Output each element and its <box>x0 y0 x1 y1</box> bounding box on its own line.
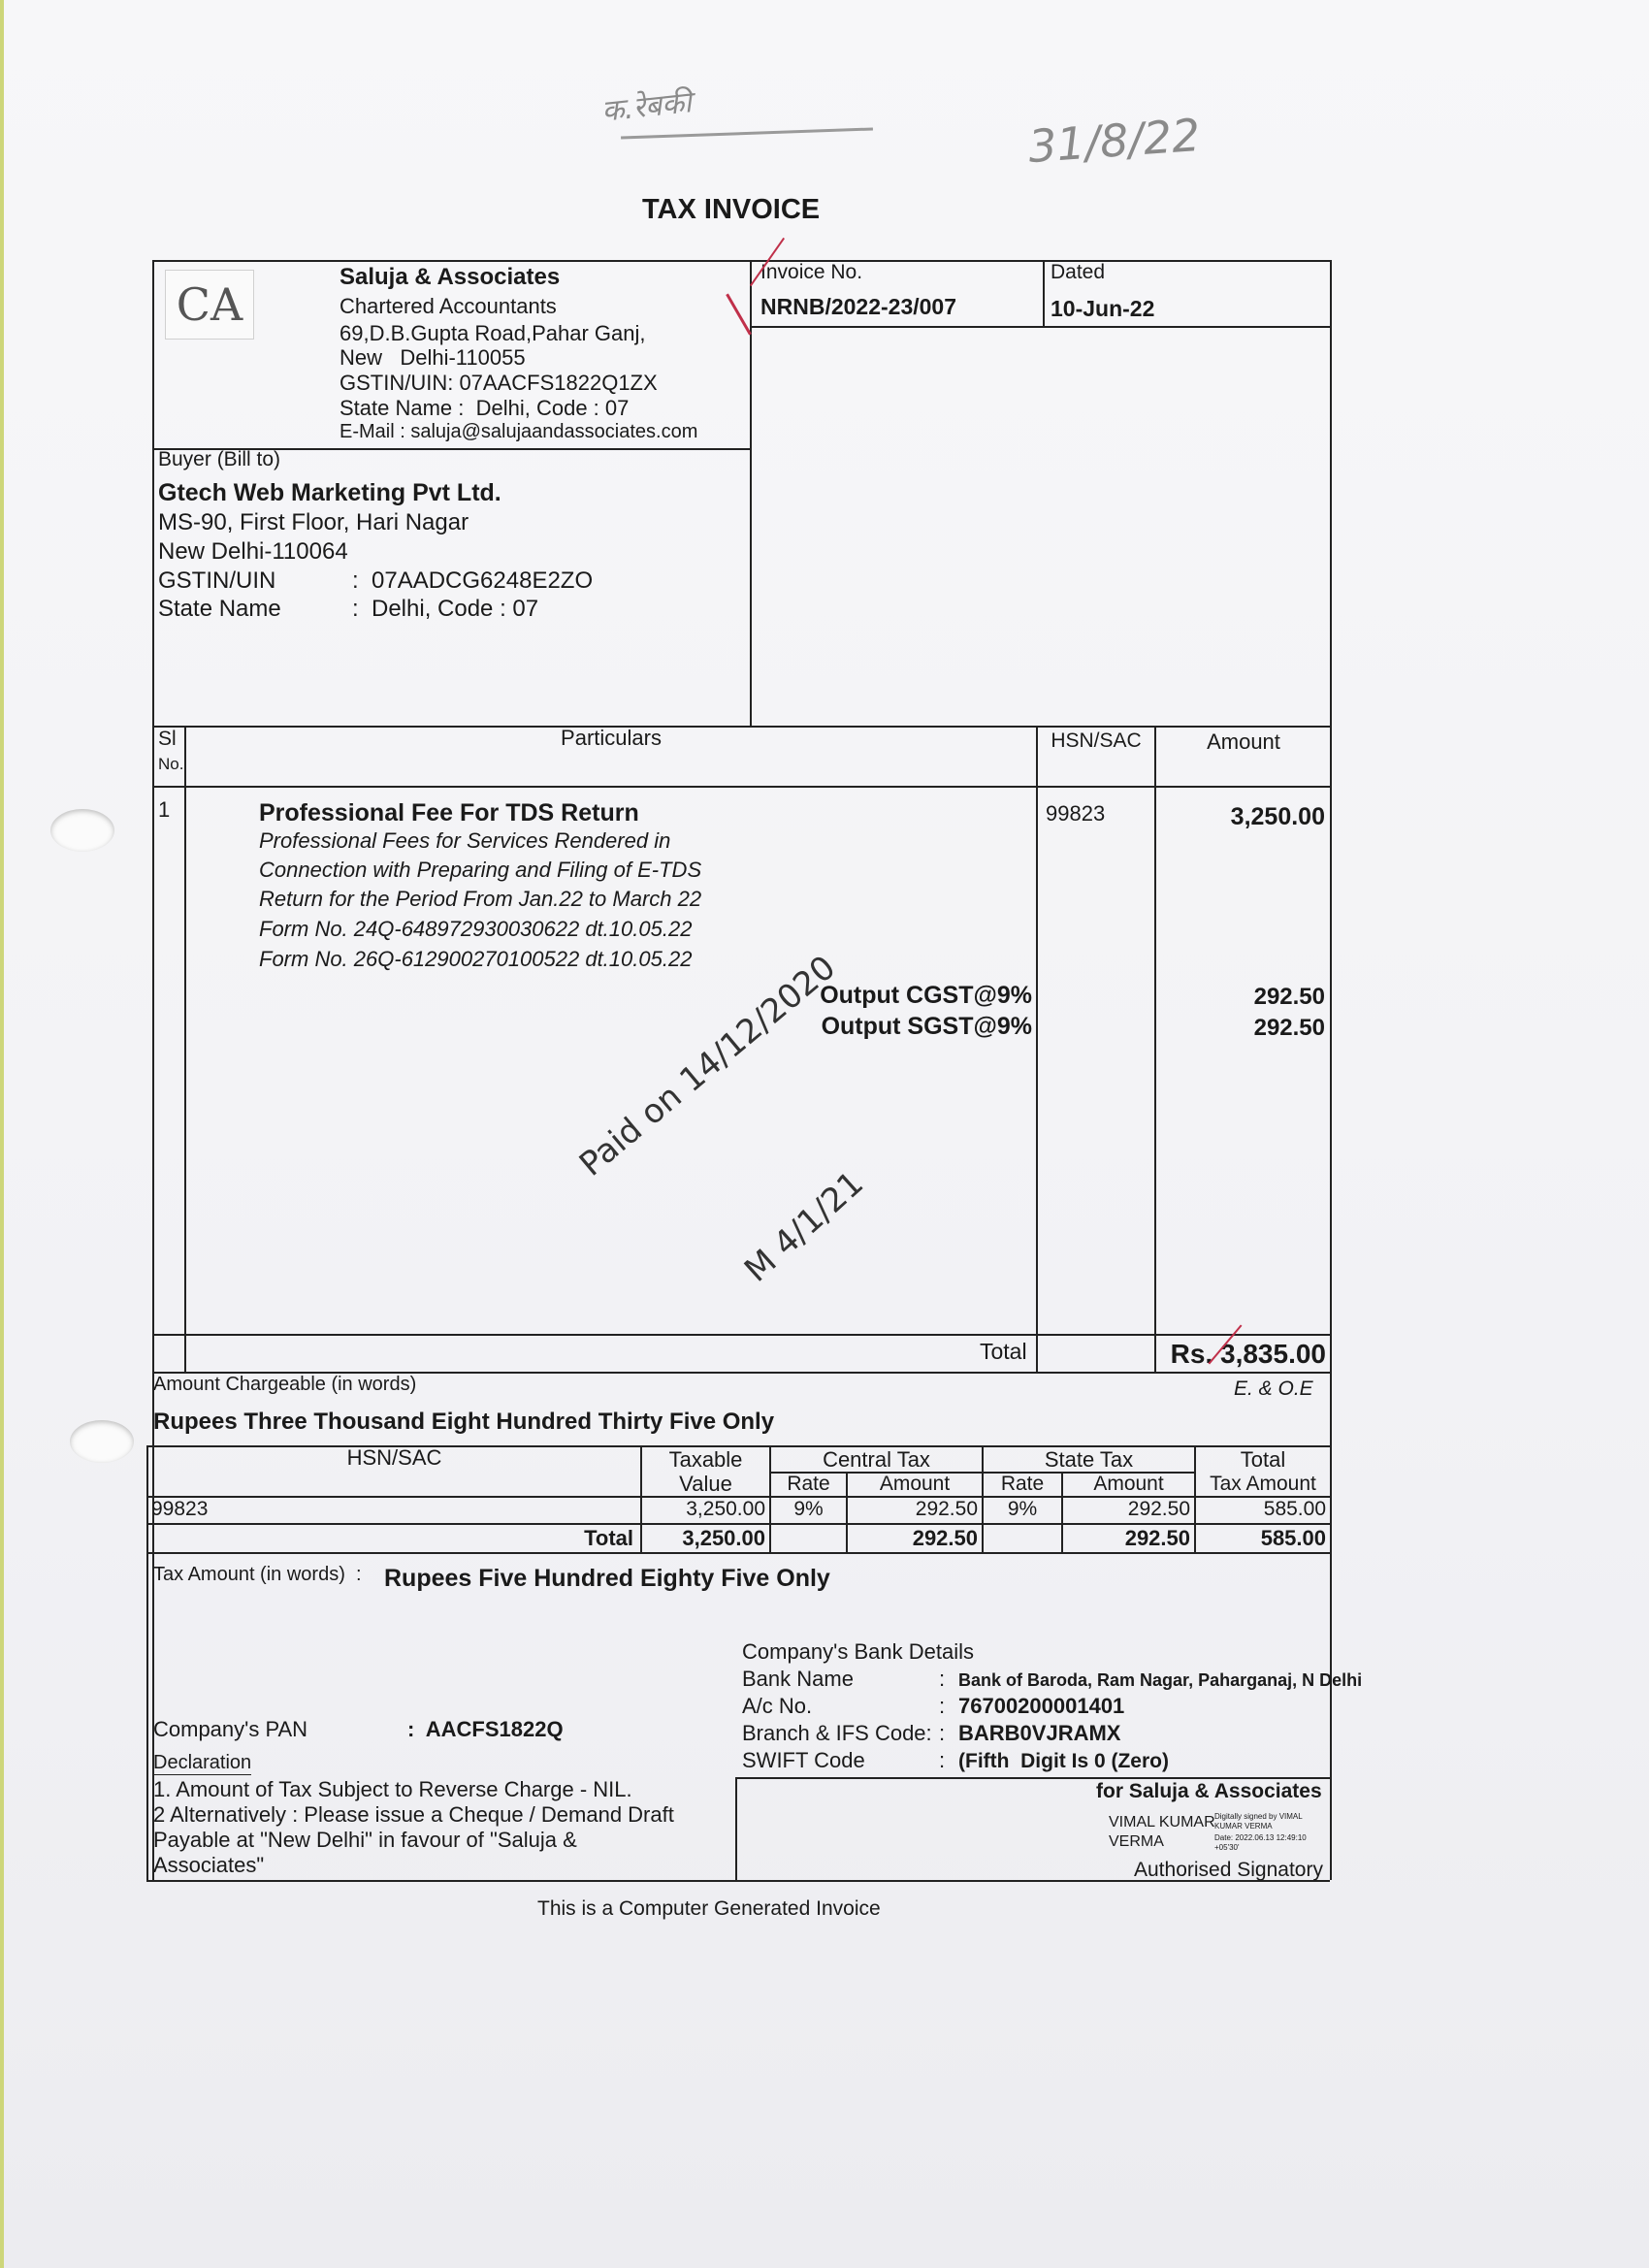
seller-line3: New Delhi-110055 <box>340 345 526 370</box>
item-sl: 1 <box>158 797 171 822</box>
rule <box>1036 726 1038 1374</box>
rule <box>1043 260 1045 326</box>
amount-in-words: Rupees Three Thousand Eight Hundred Thirty Five Only <box>153 1409 775 1435</box>
bank-name-label: Bank Name <box>742 1667 854 1691</box>
seller-email: E-Mail : saluja@salujaandassociates.com <box>340 421 698 442</box>
bank-ac-value: 76700200001401 <box>958 1694 1125 1718</box>
punch-hole <box>70 1420 134 1463</box>
rule <box>152 260 154 1880</box>
bank-colon: : <box>939 1748 946 1772</box>
item-title: Professional Fee For TDS Return <box>259 799 639 826</box>
item-desc-line: Connection with Preparing and Filing of E-TDS <box>259 858 702 882</box>
buyer-addr2: New Delhi-110064 <box>158 538 348 565</box>
ca-logo-text: CA <box>176 278 243 331</box>
col-particulars: Particulars <box>561 726 662 750</box>
item-desc-line: Return for the Period From Jan.22 to March 22 <box>259 887 702 911</box>
signer-name: VERMA <box>1109 1833 1164 1850</box>
tax-h-rate: Rate <box>1000 1473 1045 1495</box>
dated-label: Dated <box>1051 261 1106 283</box>
tax-total-s-amt: 292.50 <box>1124 1526 1190 1550</box>
buyer-label: Buyer (Bill to) <box>158 448 281 470</box>
tax-total-total: 585.00 <box>1260 1526 1326 1550</box>
rule <box>152 260 1332 262</box>
tax-row-c-amt: 292.50 <box>915 1498 978 1520</box>
tax-h-taxable: Value <box>679 1472 732 1496</box>
bank-ifsc-value: BARB0VJRAMX <box>958 1721 1121 1745</box>
bank-ac-label: A/c No. <box>742 1694 813 1718</box>
tax-row-taxable: 3,250.00 <box>686 1498 765 1520</box>
item-desc-line: Form No. 26Q-612900270100522 dt.10.05.22 <box>259 947 693 971</box>
bank-colon: : <box>939 1721 946 1745</box>
seller-state: State Name : Delhi, Code : 07 <box>340 396 630 420</box>
page-title: TAX INVOICE <box>642 194 821 225</box>
handwritten-payment-note: M 4/1/21 <box>737 1163 871 1290</box>
seller-name: Saluja & Associates <box>340 264 561 290</box>
tax-row-s-rate: 9% <box>1007 1498 1038 1520</box>
red-tick-mark <box>726 293 752 335</box>
col-sl-no: No. <box>158 755 184 773</box>
tax-words-label: Tax Amount (in words) : <box>153 1564 362 1585</box>
footer-note: This is a Computer Generated Invoice <box>537 1897 881 1920</box>
bank-swift-value: (Fifth Digit Is 0 (Zero) <box>958 1750 1169 1772</box>
tax-h-amount: Amount <box>1093 1473 1164 1495</box>
tax-h-central: Central Tax <box>823 1447 930 1472</box>
rule <box>146 1552 1330 1554</box>
rule <box>735 1777 737 1882</box>
item-hsn: 99823 <box>1046 801 1106 826</box>
tax-total-taxable: 3,250.00 <box>682 1526 765 1550</box>
tax-row-total: 585.00 <box>1263 1498 1326 1520</box>
rule <box>146 1523 1330 1525</box>
bank-colon: : <box>939 1667 946 1691</box>
authorised-signatory: Authorised Signatory <box>1134 1859 1323 1881</box>
rule <box>184 726 186 1374</box>
eoe: E. & O.E <box>1234 1377 1313 1400</box>
bank-ifsc-label: Branch & IFS Code: <box>742 1721 932 1745</box>
sgst-label: Output SGST@9% <box>821 1013 1032 1040</box>
invoice-no-value: NRNB/2022-23/007 <box>760 294 957 319</box>
paper-edge <box>0 0 4 2268</box>
cgst-label: Output CGST@9% <box>820 982 1032 1009</box>
declaration-title: Declaration <box>153 1752 252 1773</box>
handwritten-date-note: 31/8/22 <box>1026 108 1203 174</box>
rule <box>152 1334 1332 1336</box>
rule <box>750 326 1332 328</box>
punch-hole <box>50 809 114 852</box>
tax-words-value: Rupees Five Hundred Eighty Five Only <box>384 1565 830 1592</box>
signer-name: VIMAL KUMAR <box>1109 1814 1215 1831</box>
declaration-line: Associates" <box>153 1853 265 1877</box>
handwritten-payment-note: Paid on 14/12/2020 <box>572 948 844 1184</box>
tax-h-total: Tax Amount <box>1210 1473 1316 1495</box>
tax-row-hsn: 99823 <box>151 1498 209 1520</box>
tax-row-c-rate: 9% <box>793 1498 824 1520</box>
tax-row-s-amt: 292.50 <box>1127 1498 1190 1520</box>
pan-label: Company's PAN <box>153 1717 308 1741</box>
seller-gstin: GSTIN/UIN: 07AACFS1822Q1ZX <box>340 371 658 395</box>
buyer-name: Gtech Web Marketing Pvt Ltd. <box>158 479 501 506</box>
item-desc-line: Form No. 24Q-648972930030622 dt.10.05.22 <box>259 917 693 941</box>
rule <box>735 1777 1330 1779</box>
rule <box>1154 726 1156 1374</box>
dated-value: 10-Jun-22 <box>1051 296 1155 321</box>
invoice-no-label: Invoice No. <box>760 261 863 283</box>
total-label: Total <box>980 1339 1027 1364</box>
tax-h-amount: Amount <box>879 1473 951 1495</box>
rule <box>750 260 752 726</box>
total-value: Rs. 3,835.00 <box>1170 1339 1326 1369</box>
sgst-value: 292.50 <box>1253 1015 1325 1041</box>
pan-value: : AACFS1822Q <box>407 1717 564 1741</box>
declaration-line: 2 Alternatively : Please issue a Cheque / Demand Draft <box>153 1802 674 1827</box>
col-amount: Amount <box>1207 729 1280 754</box>
rule <box>146 1445 148 1882</box>
declaration-line: Payable at "New Delhi" in favour of "Saluja & <box>153 1828 577 1852</box>
item-amount: 3,250.00 <box>1230 803 1325 830</box>
buyer-gstin-value: : 07AADCG6248E2ZO <box>352 567 594 594</box>
words-label: Amount Chargeable (in words) <box>153 1374 417 1395</box>
buyer-gstin-label: GSTIN/UIN <box>158 567 276 594</box>
col-hsn: HSN/SAC <box>1051 729 1142 752</box>
sign-for: for Saluja & Associates <box>1096 1780 1322 1802</box>
digital-sign-text: +05'30' <box>1214 1843 1240 1852</box>
tax-h-state: State Tax <box>1044 1447 1134 1472</box>
bank-colon: : <box>939 1694 946 1718</box>
tax-h-hsn: HSN/SAC <box>346 1445 442 1470</box>
tax-total-label: Total <box>584 1526 633 1550</box>
seller-line1: Chartered Accountants <box>340 294 557 318</box>
buyer-addr1: MS-90, First Floor, Hari Nagar <box>158 509 469 535</box>
seller-line2: 69,D.B.Gupta Road,Pahar Ganj, <box>340 321 646 345</box>
item-desc-line: Professional Fees for Services Rendered in <box>259 828 671 853</box>
ca-logo <box>165 270 254 340</box>
bank-swift-label: SWIFT Code <box>742 1748 865 1772</box>
tax-h-rate: Rate <box>787 1473 830 1495</box>
buyer-state-label: State Name <box>158 596 281 622</box>
tax-h-total: Total <box>1240 1447 1286 1472</box>
bank-title: Company's Bank Details <box>742 1639 974 1664</box>
tax-h-taxable: Taxable <box>668 1447 743 1472</box>
digital-sign-text: Date: 2022.06.13 12:49:10 <box>1214 1833 1307 1842</box>
handwritten-top-scribble: क.रेबकी <box>599 85 694 129</box>
digital-sign-text: Digitally signed by VIMAL <box>1214 1812 1303 1821</box>
buyer-state-value: : Delhi, Code : 07 <box>352 596 539 622</box>
tax-total-c-amt: 292.50 <box>912 1526 978 1550</box>
digital-sign-text: KUMAR VERMA <box>1214 1822 1273 1831</box>
rule <box>1330 260 1332 1880</box>
declaration-line: 1. Amount of Tax Subject to Reverse Charge - NIL. <box>153 1777 632 1801</box>
bank-name-value: Bank of Baroda, Ram Nagar, Paharganaj, N Delhi <box>958 1670 1363 1690</box>
col-sl: Sl <box>158 728 177 750</box>
cgst-value: 292.50 <box>1253 984 1325 1010</box>
pencil-underline <box>621 127 873 139</box>
